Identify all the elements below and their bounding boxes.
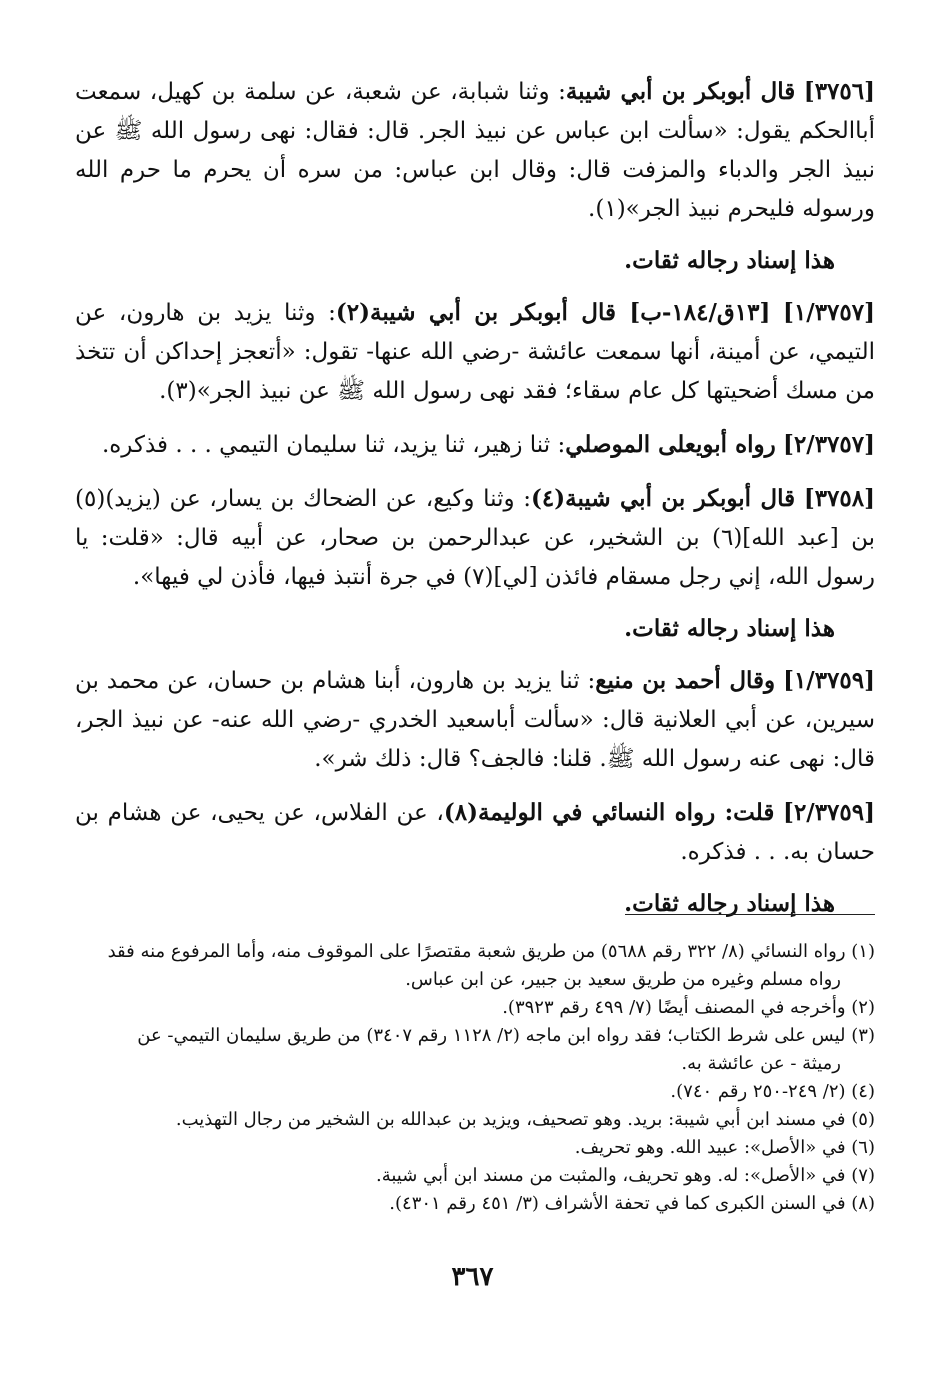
entry-text: : وثنا يزيد بن هارون، عن التيمي، عن أمينة، أنها سمعت عائشة -رضي الله عنها- تقول: «أتعجز إحداكن أن تتخذ من مسك أضحيتها كل عام سقاء؛ فقد نهى رسول الله ﷺ عن نبيذ الجر»(٣).: [75, 300, 875, 404]
footnote: [75, 938, 875, 994]
footnote-continuation: رميثة - عن عائشة به.: [681, 1053, 841, 1074]
footnote-text: (٧) في «الأصل»: له. وهو تحريف، والمثبت من مسند ابن أبي شيبة.: [376, 1165, 875, 1186]
hadith-entry: [75, 793, 875, 872]
footnote-text: (٢) وأخرجه في المصنف أيضًا (٧/ ٤٩٩ رقم ٣٩٢٣).: [502, 997, 875, 1018]
entry-number: [٣٧٥٨]: [803, 485, 876, 512]
entry-lead: [١٣ق/١٨٤-ب] قال أبوبكر بن أبي شيبة(٢): [335, 299, 771, 326]
entry-number: [٣٧٥٦]: [803, 78, 875, 105]
footnote: [75, 1106, 875, 1134]
footnote-text: (٤) (٢/ ٢٤٩-٢٥٠ رقم ٧٤٠).: [670, 1081, 875, 1102]
footnote: [75, 1022, 875, 1078]
footnote-divider: [625, 914, 875, 915]
footnote-text: (١) رواه النسائي (٨/ ٣٢٢ رقم ٥٦٨٨) من طريق شعبة مقتصرًا على الموقوف منه، وأما المرفوع منه فقد: [107, 941, 875, 962]
entry-text: ، عن الفلاس، عن يحيى، عن هشام بن حسان به. . . فذكره.: [75, 800, 875, 865]
page-number: ٣٦٧: [451, 1262, 494, 1292]
hadith-entry: [75, 479, 875, 597]
entry-text: : وثنا شبابة، عن شعبة، عن سلمة بن كهيل، سمعت أباالحكم يقول: «سألت ابن عباس عن نبيذ الجر. قال: فقال: نهى رسول الله ﷺ عن نبيذ الجر والدباء والمزفت قال: وقال ابن عباس: من سره أن يحرم ما حرم الله ورسوله فليحرم نبيذ الجر»(١).: [75, 79, 875, 222]
footnotes: [75, 938, 875, 1218]
entry-number: [١/٣٧٥٧]: [783, 299, 875, 326]
entry-lead: وقال أحمد بن منيع: [595, 667, 776, 694]
entry-number: [٢/٣٧٥٩]: [783, 799, 875, 826]
entry-lead: قلت: رواه النسائي في الوليمة(٨): [443, 799, 775, 826]
footnote-text: (٦) في «الأصل»: عبيد الله. وهو تحريف.: [574, 1137, 875, 1158]
footnote: [75, 1162, 875, 1190]
entry-number: [١/٣٧٥٩]: [783, 667, 876, 694]
isnad-verdict: هذا إسناد رجاله ثقات.: [624, 890, 835, 917]
footnote: [75, 994, 875, 1022]
hadith-entry: [75, 661, 875, 779]
footnote: [75, 1078, 875, 1106]
footnote: [75, 1190, 875, 1218]
footnote-text: (٥) في مسند ابن أبي شيبة: بريد. وهو تصحيف، ويزيد بن عبدالله بن الشخير من رجال التهذيب.: [175, 1109, 875, 1130]
hadith-entry: [75, 293, 875, 411]
hadith-entry: [75, 72, 875, 229]
footnote-continuation: رواه مسلم وغيره من طريق سعيد بن جبير، عن ابن عباس.: [405, 969, 841, 990]
entry-lead: رواه أبويعلى الموصلي: [565, 431, 776, 458]
main-text: [75, 72, 875, 936]
isnad-verdict: هذا إسناد رجاله ثقات.: [624, 247, 835, 274]
entry-lead: قال أبوبكر بن أبي شيبة: [565, 78, 796, 105]
hadith-entry: [75, 425, 875, 465]
entry-number: [٢/٣٧٥٧]: [783, 431, 875, 458]
entry-text: : ثنا يزيد بن هارون، أبنا هشام بن حسان، عن محمد بن سيرين، عن أبي العلانية قال: «سألت أباسعيد الخدري -رضي الله عنه- عن نبيذ الجر، قال: نهى عنه رسول الله ﷺ. قلنا: فالجف؟ قال: ذلك شر».: [75, 668, 875, 772]
footnote-text: (٨) في السنن الكبرى كما في تحفة الأشراف (٣/ ٤٥١ رقم ٤٣٠١).: [389, 1193, 875, 1214]
isnad-verdict: هذا إسناد رجاله ثقات.: [624, 615, 835, 642]
footnote-text: (٣) ليس على شرط الكتاب؛ فقد رواه ابن ماجه (٢/ ١١٢٨ رقم ٣٤٠٧) من طريق سليمان التيمي- عن: [137, 1025, 875, 1046]
footnote: [75, 1134, 875, 1162]
entry-lead: قال أبوبكر بن أبي شيبة(٤): [531, 485, 796, 512]
entry-text: : ثنا زهير، ثنا يزيد، ثنا سليمان التيمي . . . فذكره.: [101, 432, 566, 458]
entry-text: : وثنا وكيع، عن الضحاك بن يسار، عن (يزيد)(٥) بن [عبد الله](٦) بن الشخير، عن عبدالرحمن بن صحار، عن أبيه قال: «قلت: يا رسول الله، إني رجل مسقام فائذن [لي](٧) في جرة أنتبذ فيها، فأذن لي فيها».: [75, 486, 875, 590]
